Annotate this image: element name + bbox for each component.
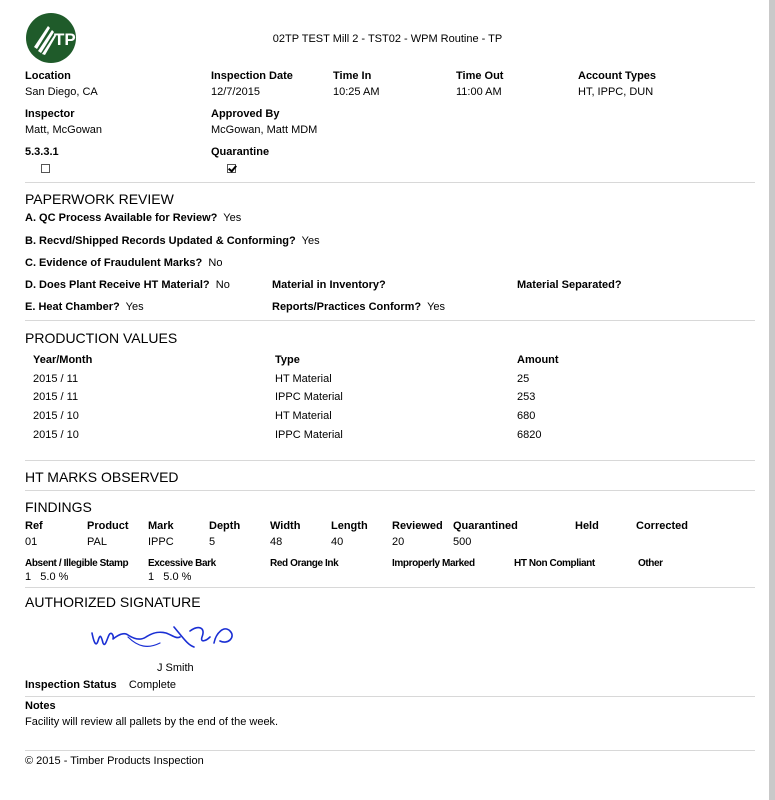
findings-value: 48 xyxy=(270,536,283,548)
production-header-type: Type xyxy=(275,354,300,366)
paperwork-b-value: Yes xyxy=(301,235,320,247)
paperwork-item-c xyxy=(25,257,222,269)
defect-header-red-orange-ink: Red Orange Ink xyxy=(270,558,339,569)
production-values-heading: PRODUCTION VALUES xyxy=(25,330,178,346)
quarantine-checkbox[interactable] xyxy=(227,164,236,173)
findings-value: 20 xyxy=(392,536,405,548)
logo-text: TP xyxy=(54,30,76,49)
findings-header-corrected: Corrected xyxy=(636,520,688,532)
inspection-status-label: Inspection Status xyxy=(25,679,117,691)
findings-value: 5 xyxy=(209,536,216,548)
findings-header-product: Product xyxy=(87,520,129,532)
defect-header-excessive-bark: Excessive Bark xyxy=(148,558,216,569)
production-cell: 2015 / 10 xyxy=(33,410,79,422)
production-cell: 253 xyxy=(517,391,536,403)
paperwork-d-value: No xyxy=(215,279,230,291)
divider xyxy=(25,696,755,697)
divider xyxy=(25,587,755,588)
production-cell: 680 xyxy=(517,410,536,422)
findings-value: IPPC xyxy=(148,536,174,548)
paperwork-item-d xyxy=(25,279,230,291)
production-header-year-month: Year/Month xyxy=(33,354,93,366)
reports-practices-item xyxy=(272,301,445,313)
paperwork-a-label: A. QC Process Available for Review? xyxy=(25,212,218,224)
findings-header-depth: Depth xyxy=(209,520,241,532)
divider xyxy=(25,460,755,461)
findings-value: 500 xyxy=(453,536,472,548)
findings-header-mark: Mark xyxy=(148,520,174,532)
production-cell: IPPC Material xyxy=(275,429,343,441)
findings-value: 01 xyxy=(25,536,38,548)
ht-marks-heading: HT MARKS OBSERVED xyxy=(25,469,179,485)
reports-practices-label: Reports/Practices Conform? xyxy=(272,301,422,313)
material-inventory-label: Material in Inventory? xyxy=(272,279,386,291)
inspector-label: Inspector xyxy=(25,108,75,120)
location-label: Location xyxy=(25,70,71,82)
findings-header-ref: Ref xyxy=(25,520,43,532)
production-header-amount: Amount xyxy=(517,354,559,366)
reports-practices-value: Yes xyxy=(427,301,446,313)
approved-by-value: McGowan, Matt MDM xyxy=(211,124,318,136)
production-cell: 2015 / 11 xyxy=(33,373,79,385)
footer-copyright: © 2015 - Timber Products Inspection xyxy=(25,755,204,767)
signature-image xyxy=(88,617,248,655)
production-cell: HT Material xyxy=(275,410,332,422)
defect-value: 1 5.0 % xyxy=(148,571,192,583)
inspection-status-value: Complete xyxy=(128,679,176,691)
production-cell: 6820 xyxy=(517,429,542,441)
paperwork-b-label: B. Recvd/Shipped Records Updated & Conforming? xyxy=(25,235,296,247)
inspector-value: Matt, McGowan xyxy=(25,124,103,136)
production-cell: 2015 / 10 xyxy=(33,429,79,441)
code-label: 5.3.3.1 xyxy=(25,146,59,158)
production-cell: 25 xyxy=(517,373,530,385)
paperwork-c-value: No xyxy=(208,257,223,269)
defect-header-ht-non-compliant: HT Non Compliant xyxy=(514,558,595,569)
time-in-value: 10:25 AM xyxy=(333,86,380,98)
inspection-date-label: Inspection Date xyxy=(211,70,293,82)
production-cell: HT Material xyxy=(275,373,332,385)
paperwork-item-b xyxy=(25,235,320,247)
account-types-value: HT, IPPC, DUN xyxy=(578,86,654,98)
findings-heading: FINDINGS xyxy=(25,499,92,515)
paperwork-item-e xyxy=(25,301,144,313)
material-separated-label: Material Separated? xyxy=(517,279,622,291)
report-title: 02TP TEST Mill 2 - TST02 - WPM Routine - TP xyxy=(272,33,503,45)
paperwork-item-a xyxy=(25,212,241,224)
approved-by-label: Approved By xyxy=(211,108,280,120)
paperwork-c-label: C. Evidence of Fraudulent Marks? xyxy=(25,257,203,269)
paperwork-e-label: E. Heat Chamber? xyxy=(25,301,120,313)
divider xyxy=(25,490,755,491)
code-checkbox[interactable] xyxy=(41,164,50,173)
authorized-signature-heading: AUTHORIZED SIGNATURE xyxy=(25,594,201,610)
findings-value: PAL xyxy=(87,536,107,548)
paperwork-a-value: Yes xyxy=(223,212,242,224)
findings-header-held: Held xyxy=(575,520,599,532)
notes-value: Facility will review all pallets by the end of the week. xyxy=(25,716,279,728)
paperwork-review-heading: PAPERWORK REVIEW xyxy=(25,191,174,207)
notes-label: Notes xyxy=(25,700,56,712)
divider xyxy=(25,750,755,751)
production-cell: 2015 / 11 xyxy=(33,391,79,403)
time-out-label: Time Out xyxy=(456,70,504,82)
production-cell: IPPC Material xyxy=(275,391,343,403)
divider xyxy=(25,320,755,321)
signer-name: J Smith xyxy=(157,662,194,674)
defect-value: 1 5.0 % xyxy=(25,571,69,583)
defect-header-absent-stamp: Absent / Illegible Stamp xyxy=(25,558,129,569)
findings-header-reviewed: Reviewed xyxy=(392,520,443,532)
scrollbar[interactable] xyxy=(769,0,775,800)
time-out-value: 11:00 AM xyxy=(456,86,502,98)
inspection-status xyxy=(25,679,176,691)
defect-header-improperly-marked: Improperly Marked xyxy=(392,558,475,569)
quarantine-label: Quarantine xyxy=(211,146,270,158)
location-value: San Diego, CA xyxy=(25,86,98,98)
findings-value: 40 xyxy=(331,536,344,548)
time-in-label: Time In xyxy=(333,70,372,82)
findings-header-width: Width xyxy=(270,520,301,532)
defect-header-other: Other xyxy=(638,558,663,569)
findings-header-length: Length xyxy=(331,520,368,532)
inspection-date-value: 12/7/2015 xyxy=(211,86,260,98)
paperwork-d-label: D. Does Plant Receive HT Material? xyxy=(25,279,210,291)
findings-header-quarantined: Quarantined xyxy=(453,520,518,532)
account-types-label: Account Types xyxy=(578,70,657,82)
paperwork-e-value: Yes xyxy=(125,301,144,313)
divider xyxy=(25,182,755,183)
